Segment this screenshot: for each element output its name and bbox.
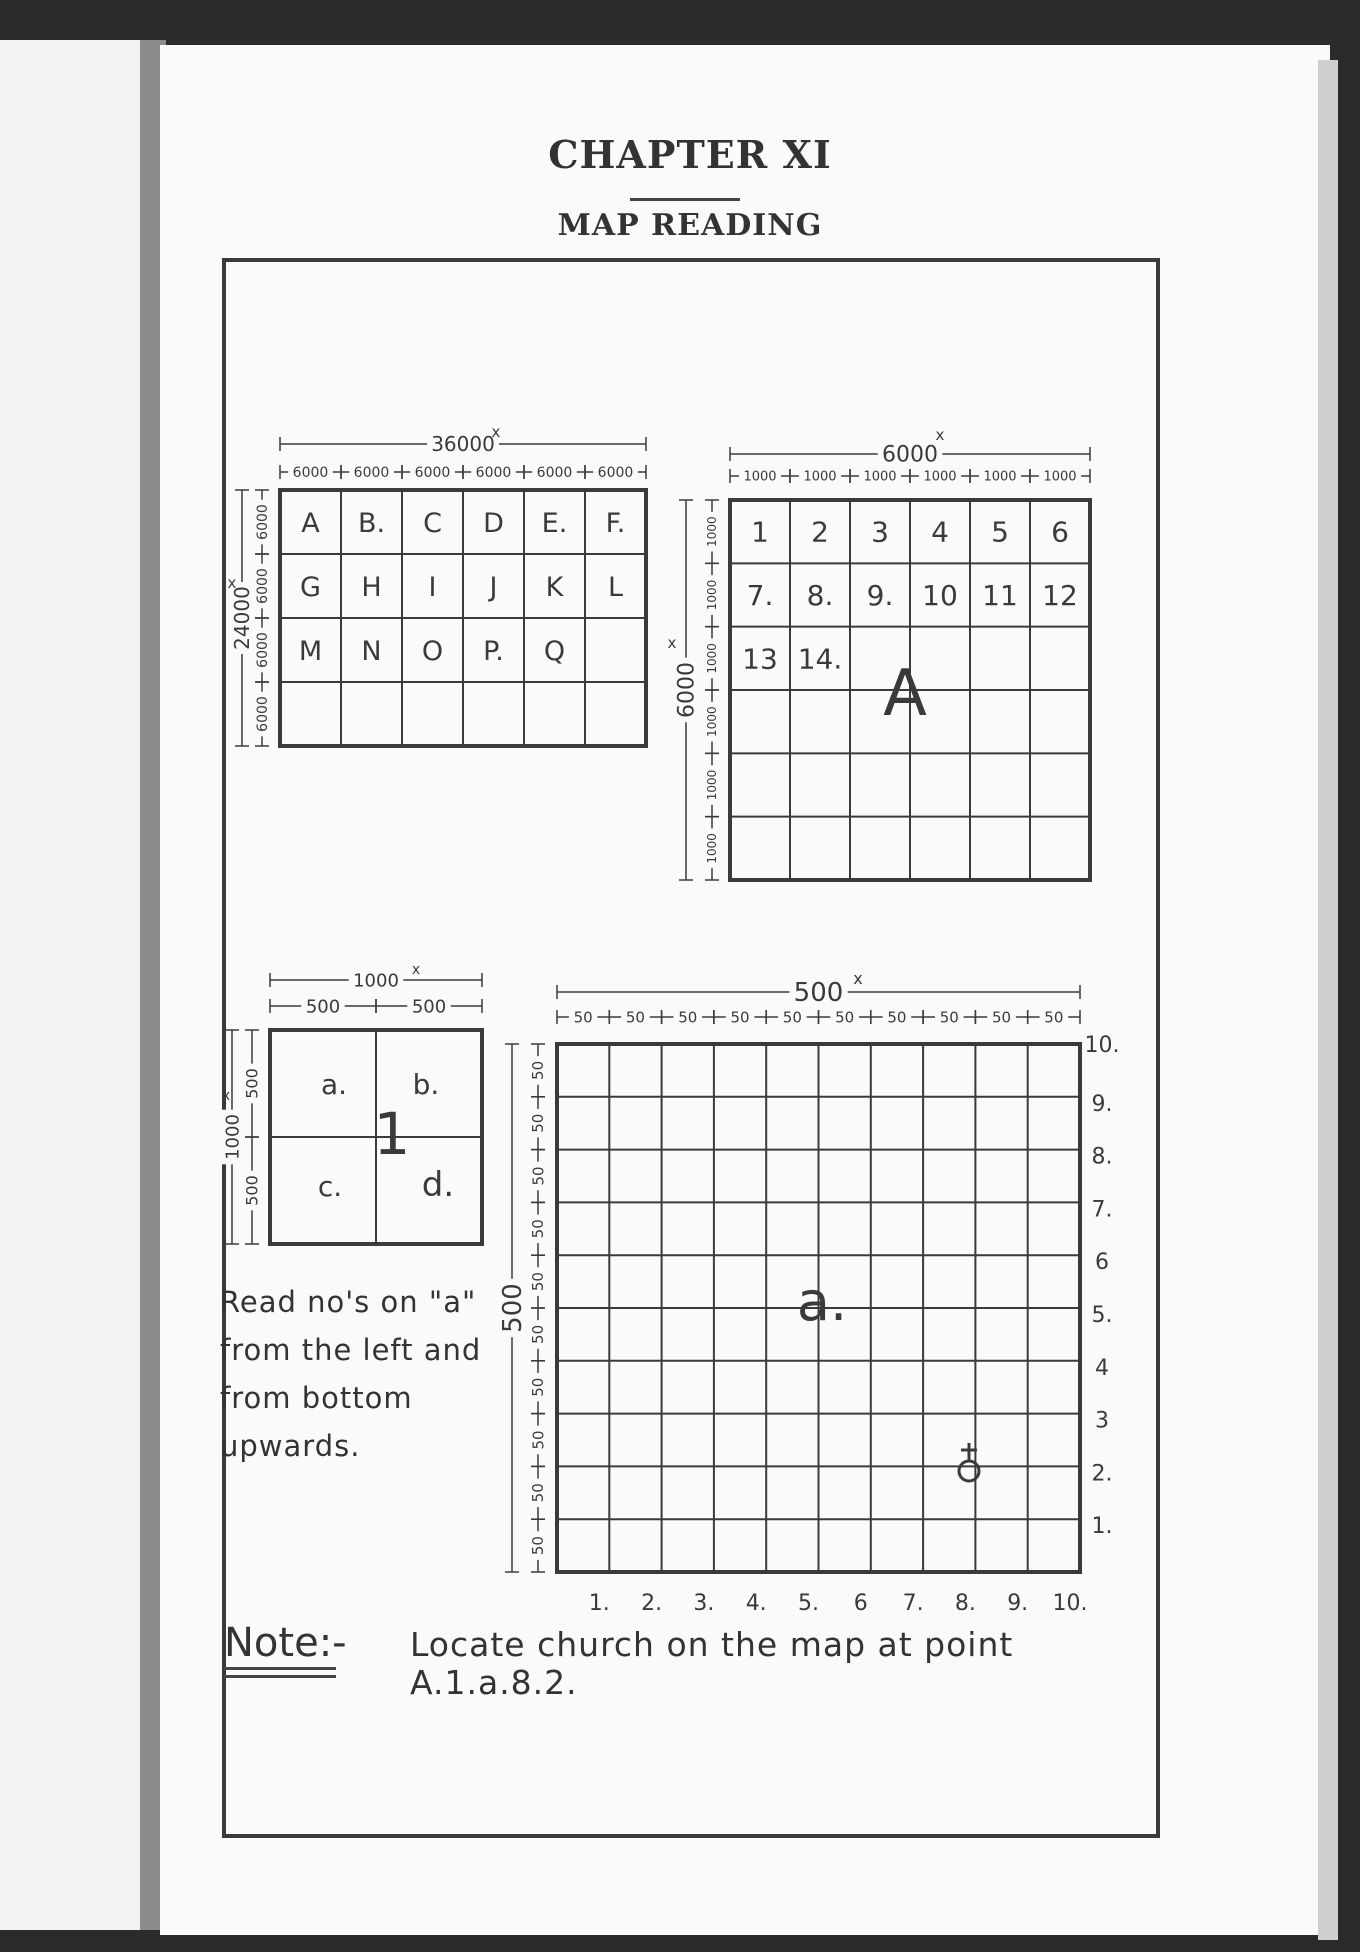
total-height-label: 1000 (222, 1114, 244, 1160)
grid-cell-label: K (545, 572, 564, 603)
column-number-label: 3. (693, 1591, 715, 1616)
square-number-label: 1 (373, 1100, 411, 1168)
row-number-label: 9. (1091, 1091, 1113, 1117)
segment-height-label: 50 (529, 1324, 548, 1344)
segment-width-label: 50 (835, 1008, 855, 1027)
sub-square-label: b. (412, 1068, 440, 1101)
column-width-label: 1000 (803, 469, 837, 485)
square-label-large: A (883, 657, 927, 731)
segment-width-label: 50 (730, 1008, 750, 1027)
segment-width-label: 50 (782, 1008, 802, 1027)
segment-height-label: 50 (529, 1166, 548, 1186)
row-height-label: 1000 (705, 516, 720, 547)
grid-cell-label: M (298, 636, 323, 667)
column-number-label: 9. (1007, 1591, 1029, 1616)
column-width-label: 6000 (475, 464, 512, 481)
grid-cell-label: 3 (871, 515, 889, 549)
grid-cell-label: B. (357, 508, 386, 539)
total-height-label: 500 (498, 1283, 529, 1333)
note-label: Note:- (224, 1620, 347, 1666)
half-height-label: 500 (242, 1175, 262, 1206)
grid-cell-label: I (428, 572, 437, 603)
grid-cell-label: 14. (797, 642, 843, 676)
column-number-label: 4. (745, 1591, 767, 1616)
diagram-1000-square (221, 962, 482, 1244)
segment-width-label: 50 (1044, 1008, 1064, 1027)
row-number-label: 3 (1095, 1408, 1109, 1434)
x-marker: x (221, 1088, 231, 1104)
row-height-label: 1000 (705, 706, 720, 737)
column-number-label: 1. (588, 1591, 610, 1616)
column-width-label: 1000 (983, 469, 1017, 485)
total-width-label: 500 (793, 978, 844, 1009)
grid-cell-label: Q (543, 636, 566, 667)
row-height-label: 6000 (254, 568, 271, 604)
segment-height-label: 50 (529, 1272, 548, 1292)
grid-cell-label: 1 (751, 515, 769, 549)
total-width-label: 36000 (431, 432, 495, 456)
grid-cell-label: E. (541, 508, 568, 539)
grid-cell-label: 13 (742, 642, 778, 676)
row-number-label: 4 (1095, 1355, 1109, 1381)
note-underline (224, 1667, 336, 1670)
grid-cell-label: 8. (806, 579, 834, 612)
segment-width-label: 50 (678, 1008, 698, 1027)
column-width-label: 6000 (536, 464, 573, 481)
column-number-label: 5. (798, 1591, 819, 1616)
column-width-label: 1000 (863, 469, 897, 485)
instruction-text: Read no's on "a" from the left and from bottom upwards. (220, 1285, 482, 1463)
x-marker: x (491, 423, 501, 441)
grid-cell-label: J (489, 572, 498, 603)
note-text: Locate church on the map at point A.1.a.8.2. (410, 1625, 1014, 1702)
grid-cell-label: 7. (746, 579, 774, 612)
segment-height-label: 50 (529, 1060, 548, 1080)
row-number-label: 2. (1091, 1461, 1113, 1487)
grid-cell-label: A (301, 508, 320, 539)
grid-cell-label: 5 (991, 515, 1009, 549)
column-width-label: 6000 (414, 464, 451, 481)
segment-height-label: 50 (529, 1483, 548, 1503)
grid-cell-label: 11 (982, 579, 1018, 612)
column-number-label: 10. (1052, 1591, 1088, 1616)
grid-cell-label: 10 (922, 579, 958, 612)
grid-cell-label: 2 (811, 515, 829, 549)
row-number-label: 6 (1095, 1250, 1109, 1276)
half-width-label: 500 (411, 996, 447, 1018)
column-width-label: 6000 (597, 464, 634, 481)
grid-cell-label: O (421, 636, 444, 667)
column-width-label: 6000 (353, 464, 390, 481)
column-number-label: 7. (902, 1591, 924, 1616)
grid-cell-label: 4 (931, 515, 949, 549)
total-height-label: 6000 (674, 662, 700, 718)
grid-cell-label: 9. (866, 579, 894, 612)
grid-cell-label: G (300, 572, 321, 603)
chapter-heading: CHAPTER XI (548, 132, 832, 177)
row-height-label: 1000 (705, 833, 720, 864)
total-width-label: 6000 (882, 442, 938, 468)
segment-height-label: 50 (529, 1430, 548, 1450)
row-height-label: 6000 (254, 632, 271, 668)
grid-cell-label: 12 (1042, 579, 1078, 612)
square-label-large: a. (796, 1270, 848, 1333)
segment-width-label: 50 (625, 1008, 645, 1027)
segment-width-label: 50 (992, 1008, 1012, 1027)
row-height-label: 1000 (705, 579, 720, 611)
total-width-label: 1000 (353, 970, 399, 992)
row-number-label: 5. (1091, 1303, 1113, 1328)
column-number-label: 8. (954, 1591, 976, 1616)
segment-width-label: 50 (573, 1008, 593, 1027)
note-underline (224, 1675, 336, 1678)
grid-cell-label: 6 (1051, 515, 1069, 549)
x-marker: x (935, 426, 945, 444)
sub-square-label: c. (317, 1170, 343, 1203)
column-width-label: 1000 (743, 469, 777, 485)
grid-cell-label: N (361, 636, 382, 667)
row-height-label: 1000 (705, 643, 720, 674)
segment-width-label: 50 (887, 1008, 907, 1027)
row-height-label: 1000 (705, 769, 720, 801)
x-marker: x (411, 962, 421, 978)
grid-cell-label: H (361, 572, 382, 603)
page-title: MAP READING (557, 208, 823, 243)
grid-cell-label: C (423, 508, 442, 539)
grid-cell-label: D (483, 508, 504, 539)
grid-cell-label: L (607, 572, 624, 603)
column-width-label: 1000 (1043, 469, 1077, 485)
sub-square-label: a. (320, 1068, 348, 1101)
column-width-label: 6000 (292, 464, 329, 481)
half-height-label: 500 (242, 1068, 262, 1099)
x-marker: x (853, 969, 863, 988)
column-width-label: 1000 (923, 469, 957, 485)
segment-height-label: 50 (529, 1536, 548, 1556)
diagram-500-grid (496, 969, 1119, 1616)
segment-height-label: 50 (529, 1377, 548, 1397)
grid-cell-label: P. (483, 636, 504, 667)
half-width-label: 500 (305, 996, 341, 1018)
grid-cell-label: F. (605, 508, 626, 539)
row-height-label: 6000 (254, 504, 271, 540)
x-marker: x (227, 574, 237, 592)
x-marker: x (667, 634, 677, 652)
row-number-label: 1. (1091, 1514, 1113, 1540)
column-number-label: 2. (641, 1591, 663, 1616)
segment-width-label: 50 (939, 1008, 959, 1027)
row-number-label: 8. (1091, 1144, 1113, 1170)
segment-height-label: 50 (529, 1219, 548, 1239)
total-height-label: 24000 (230, 586, 254, 650)
row-number-label: 7. (1091, 1197, 1113, 1223)
sub-square-label: d. (421, 1165, 455, 1205)
diagram-6000-grid (668, 426, 1090, 880)
row-number-label: 10. (1084, 1033, 1120, 1058)
segment-height-label: 50 (529, 1113, 548, 1133)
column-number-label: 6 (853, 1591, 868, 1616)
row-height-label: 6000 (254, 696, 271, 732)
diagram-36000-grid (228, 423, 646, 746)
